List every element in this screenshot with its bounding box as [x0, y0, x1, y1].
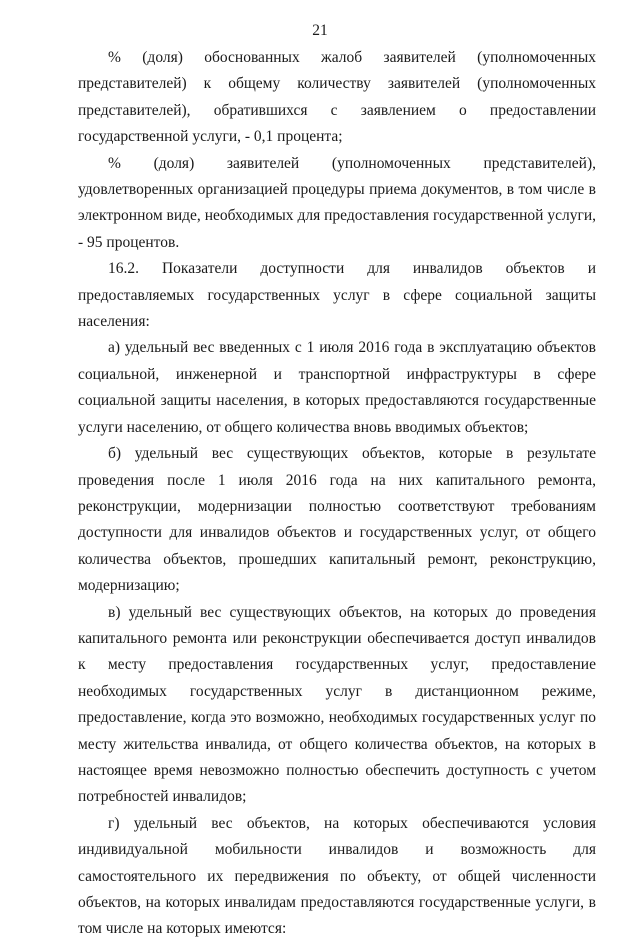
page-number: 21 [312, 22, 328, 39]
paragraph-item-b: б) удельный вес существующих объектов, которые в результате проведения после 1 июля 2016 года на них капитального ремонта, реконструкции, модернизации полностью соответствуют требованиям доступности для инвалидов объектов и государственных услуг, от общего количества объектов, прошедших капитальный ремонт, реконструкцию, модернизацию; [78, 445, 596, 595]
paragraph-item-g: г) удельный вес объектов, на которых обеспечиваются условия индивидуальной мобильности инвалидов и возможность для самостоятельного их передвижения по объекту, от общей численности объектов, на которых инвалидам предоставляются государственные услуги, в том числе на которых имеются: [78, 814, 596, 938]
document-body [78, 45, 596, 943]
paragraph-item-a: а) удельный вес введенных с 1 июля 2016 года в эксплуатацию объектов социальной, инженерной и транспортной инфраструктуры в сфере социальной защиты населения, в которых предоставляются государственные услуги населению, от общего количества вновь вводимых объектов; [78, 339, 596, 436]
paragraph-item-v: в) удельный вес существующих объектов, на которых до проведения капитального ремонта или реконструкции обеспечивается доступ инвалидов к месту предоставления государственных услуг, предоставление необходимых государственных услуг в дистанционном режиме, предоставление, когда это возможно, необходимых государственных услуг по месту жительства инвалида, от общего количества объектов, на которых в настоящее время невозможно полностью обеспечить доступность с учетом потребностей инвалидов; [78, 603, 596, 806]
paragraph-complaints-share: % (доля) обоснованных жалоб заявителей (уполномоченных представителей) к общему количеству заявителей (уполномоченных представителей), обратившихся с заявлением о предоставлении государственной услуги, - 0,1 процента; [78, 49, 596, 146]
paragraph-satisfied-applicants: % (доля) заявителей (уполномоченных представителей), удовлетворенных организацией процедуры приема документов, в том числе в электронном виде, необходимых для предоставления государственной услуги, - 95 процентов. [78, 154, 596, 251]
paragraph-section-16-2: 16.2. Показатели доступности для инвалидов объектов и предоставляемых государственных услуг в сфере социальной защиты населения: [78, 260, 596, 331]
